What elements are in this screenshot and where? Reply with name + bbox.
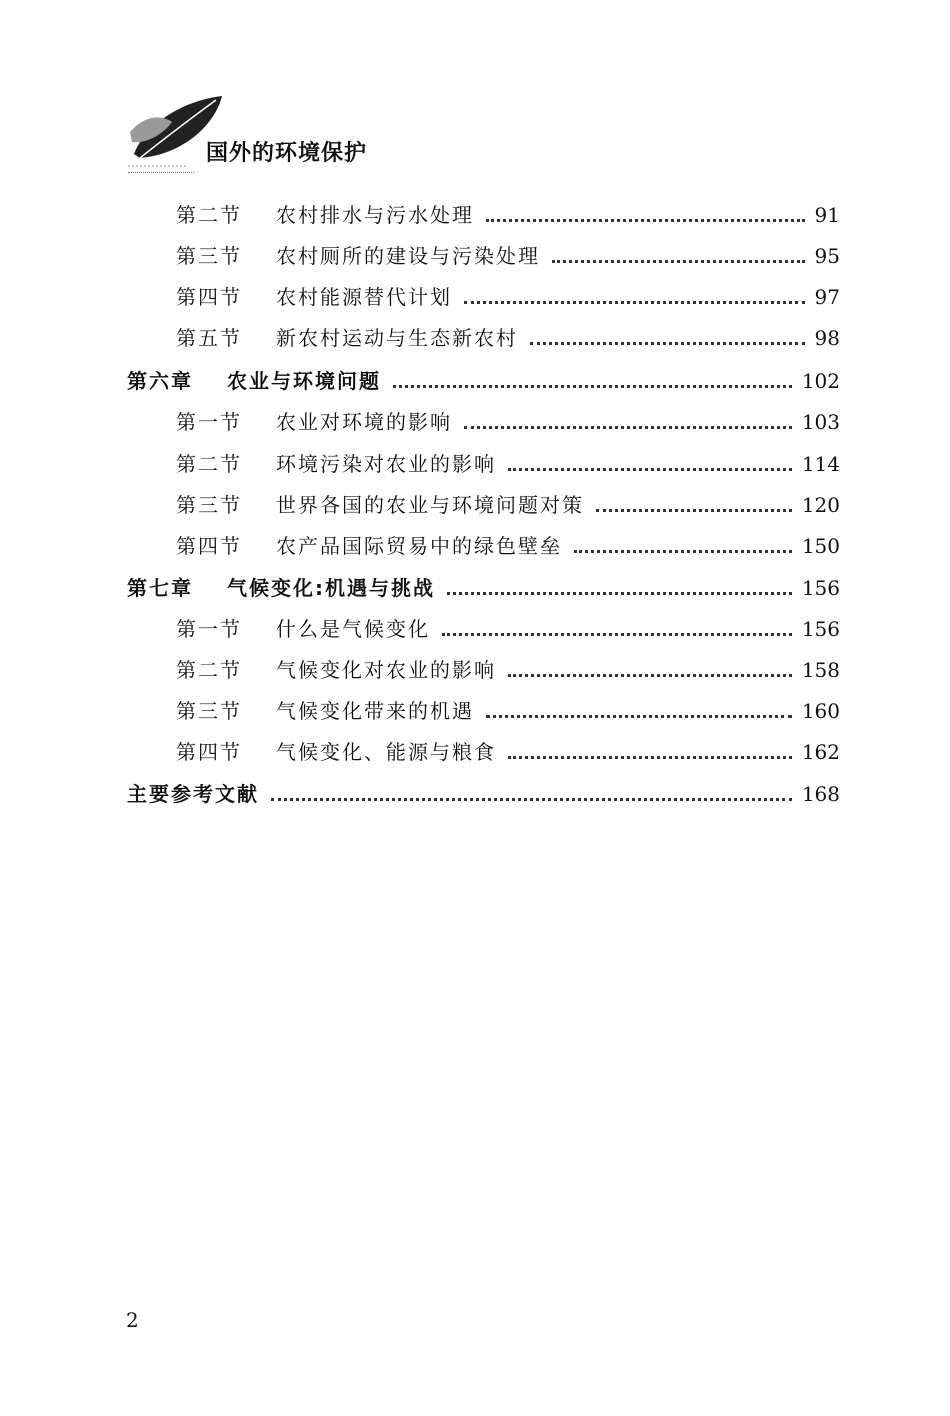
- toc-entry-page: 156: [801, 617, 840, 641]
- toc-entry-title: 农村厕所的建设与污染处理: [276, 244, 540, 268]
- toc-entry-label: 第三节: [176, 493, 242, 517]
- toc-section-entry: [176, 447, 840, 481]
- toc-entry-title: 世界各国的农业与环境问题对策: [276, 493, 584, 517]
- dot-leader: [393, 385, 792, 388]
- dot-leader: [530, 342, 805, 345]
- book-title: 国外的环境保护: [206, 141, 368, 166]
- toc-entry-title: 气候变化带来的机遇: [276, 699, 474, 723]
- toc-entry-label: 第二节: [176, 203, 242, 227]
- toc-chapter-entry: [127, 571, 840, 605]
- toc-entry-label: 第三节: [176, 244, 242, 268]
- toc-entry-label: 第四节: [176, 285, 242, 309]
- toc-entry-page: 160: [801, 699, 840, 723]
- dot-leader: [508, 674, 792, 677]
- dot-leader: [508, 756, 792, 759]
- toc-section-entry: [176, 653, 840, 687]
- dot-leader: [464, 426, 792, 429]
- toc-entry-page: 150: [801, 534, 840, 558]
- toc-entry-page: 168: [801, 782, 840, 806]
- dot-leader: [271, 798, 792, 801]
- toc-entry-title: 农产品国际贸易中的绿色壁垒: [276, 534, 562, 558]
- toc-section-entry: [176, 198, 840, 232]
- toc-entry-page: 98: [814, 326, 840, 350]
- toc-entry-label: 第三节: [176, 699, 242, 723]
- toc-section-entry: [176, 694, 840, 728]
- dot-leader: [596, 509, 792, 512]
- dot-leader: [508, 468, 792, 471]
- toc-entry-label: 第四节: [176, 740, 242, 764]
- dot-leader: [486, 715, 792, 718]
- toc-chapter-entry: [127, 777, 840, 811]
- toc-entry-title: 农业与环境问题: [227, 369, 381, 393]
- toc-entry-page: 156: [801, 576, 840, 600]
- toc-entry-title: 环境污染对农业的影响: [276, 452, 496, 476]
- toc-entry-label: 第六章: [127, 369, 193, 393]
- dot-leader: [552, 260, 805, 263]
- toc-entry-title: 主要参考文献: [127, 782, 259, 806]
- toc-entry-page: 91: [814, 203, 840, 227]
- toc-entry-page: 120: [801, 493, 840, 517]
- toc-section-entry: [176, 612, 840, 646]
- dot-leader: [574, 550, 792, 553]
- toc-entry-page: 103: [801, 410, 840, 434]
- dot-leader: [442, 633, 792, 636]
- toc-section-entry: [176, 321, 840, 355]
- page-number: 2: [126, 1308, 139, 1332]
- toc-entry-page: 97: [814, 285, 840, 309]
- toc-entry-title: 新农村运动与生态新农村: [276, 326, 518, 350]
- toc-section-entry: [176, 239, 840, 273]
- toc-entry-label: 第二节: [176, 658, 242, 682]
- toc-entry-title: 什么是气候变化: [276, 617, 430, 641]
- toc-entry-page: 95: [814, 244, 840, 268]
- toc-entry-title: 农业对环境的影响: [276, 410, 452, 434]
- toc-entry-title: 气候变化、能源与粮食: [276, 740, 496, 764]
- toc-section-entry: [176, 405, 840, 439]
- running-header: [126, 92, 426, 176]
- toc-section-entry: [176, 488, 840, 522]
- dot-leader: [447, 592, 792, 595]
- toc-entry-page: 162: [801, 740, 840, 764]
- toc-chapter-entry: [127, 364, 840, 398]
- toc-section-entry: [176, 529, 840, 563]
- toc-entry-page: 102: [801, 369, 840, 393]
- toc-entry-label: 第一节: [176, 617, 242, 641]
- toc-entry-label: 第二节: [176, 452, 242, 476]
- toc-entry-page: 158: [801, 658, 840, 682]
- header-divider: [128, 172, 194, 173]
- toc-entry-title: 气候变化对农业的影响: [276, 658, 496, 682]
- toc-entry-title: 气候变化:机遇与挑战: [227, 576, 435, 600]
- toc-entry-page: 114: [801, 452, 840, 476]
- toc-entry-title: 农村排水与污水处理: [276, 203, 474, 227]
- toc-entry-title: 农村能源替代计划: [276, 285, 452, 309]
- toc-section-entry: [176, 280, 840, 314]
- toc-entry-label: 第一节: [176, 410, 242, 434]
- toc-entry-label: 第七章: [127, 576, 193, 600]
- toc-section-entry: [176, 735, 840, 769]
- toc-entry-label: 第五节: [176, 326, 242, 350]
- dot-leader: [486, 219, 805, 222]
- dot-leader: [464, 301, 805, 304]
- toc-entry-label: 第四节: [176, 534, 242, 558]
